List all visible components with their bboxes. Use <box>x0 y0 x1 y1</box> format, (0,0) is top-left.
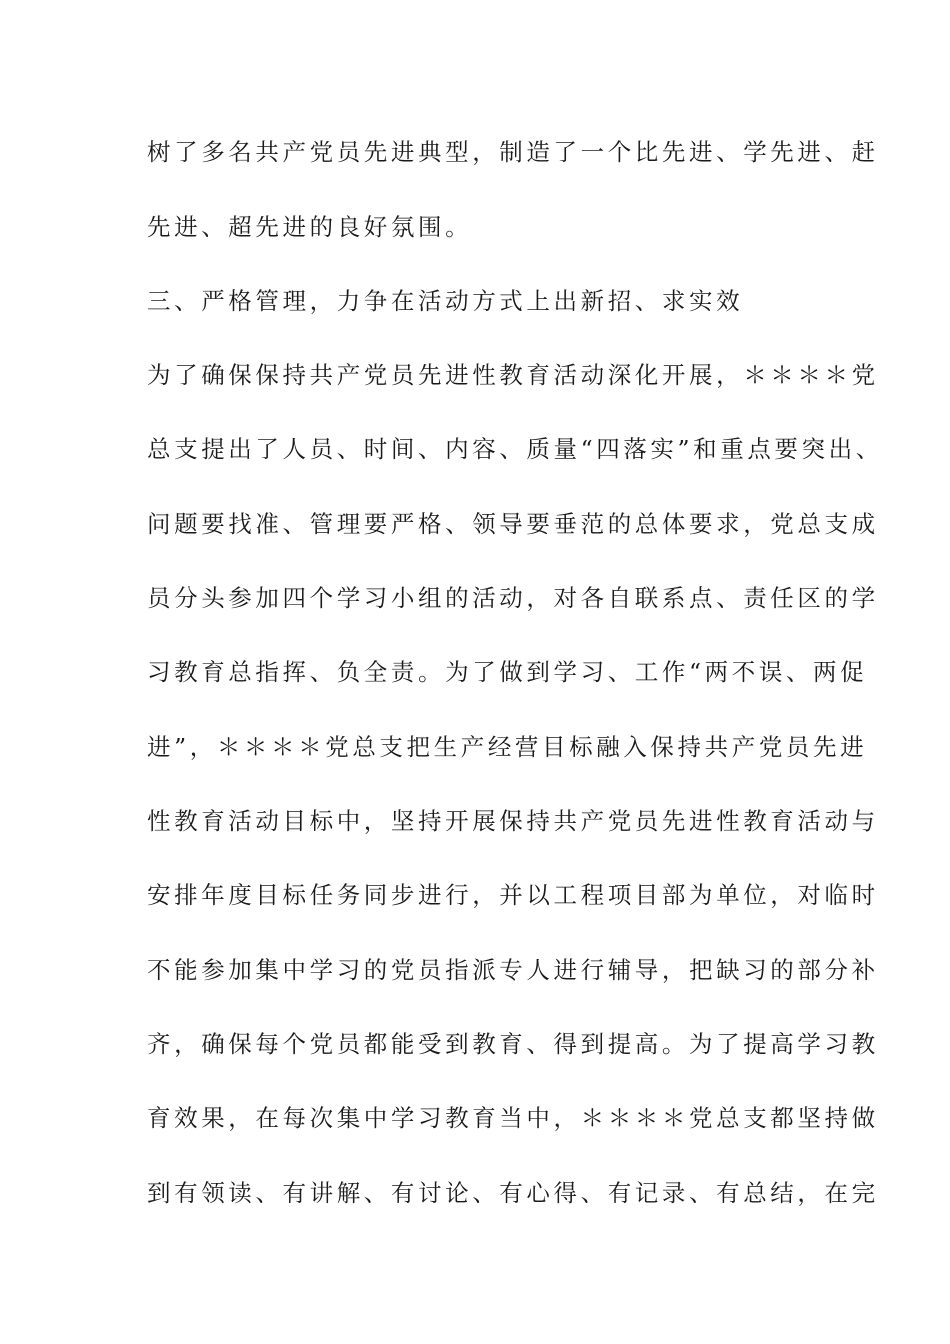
paragraph-line: 为了确保保持共产党员先进性教育活动深化开展，＊＊＊＊党 <box>147 361 879 389</box>
paragraph-line: 性教育活动目标中，坚持开展保持共产党员先进性教育活动与 <box>147 807 879 835</box>
section-heading: 三、严格管理，力争在活动方式上出新招、求实效 <box>147 287 744 315</box>
paragraph-line: 习教育总指挥、负全责。为了做到学习、工作“两不误、两促 <box>147 658 868 686</box>
paragraph-line: 不能参加集中学习的党员指派专人进行辅导，把缺习的部分补 <box>147 956 879 984</box>
paragraph-line: 育效果，在每次集中学习教育当中，＊＊＊＊党总支都坚持做 <box>147 1104 879 1132</box>
paragraph-line: 员分头参加四个学习小组的活动，对各自联系点、责任区的学 <box>147 584 879 612</box>
paragraph-line: 安排年度目标任务同步进行，并以工程项目部为单位，对临时 <box>147 881 879 909</box>
paragraph-line: 齐，确保每个党员都能受到教育、得到提高。为了提高学习教 <box>147 1030 879 1058</box>
paragraph-line: 先进、超先进的良好氛围。 <box>147 213 473 241</box>
paragraph-line: 问题要找准、管理要严格、领导要垂范的总体要求，党总支成 <box>147 510 879 538</box>
paragraph-line: 树了多名共产党员先进典型，制造了一个比先进、学先进、赶 <box>147 138 879 166</box>
paragraph-line: 到有领读、有讲解、有讨论、有心得、有记录、有总结，在完 <box>147 1179 879 1207</box>
paragraph-line: 总支提出了人员、时间、内容、质量“四落实”和重点要突出、 <box>147 435 883 463</box>
paragraph-line: 进”，＊＊＊＊党总支把生产经营目标融入保持共产党员先进 <box>147 733 868 761</box>
